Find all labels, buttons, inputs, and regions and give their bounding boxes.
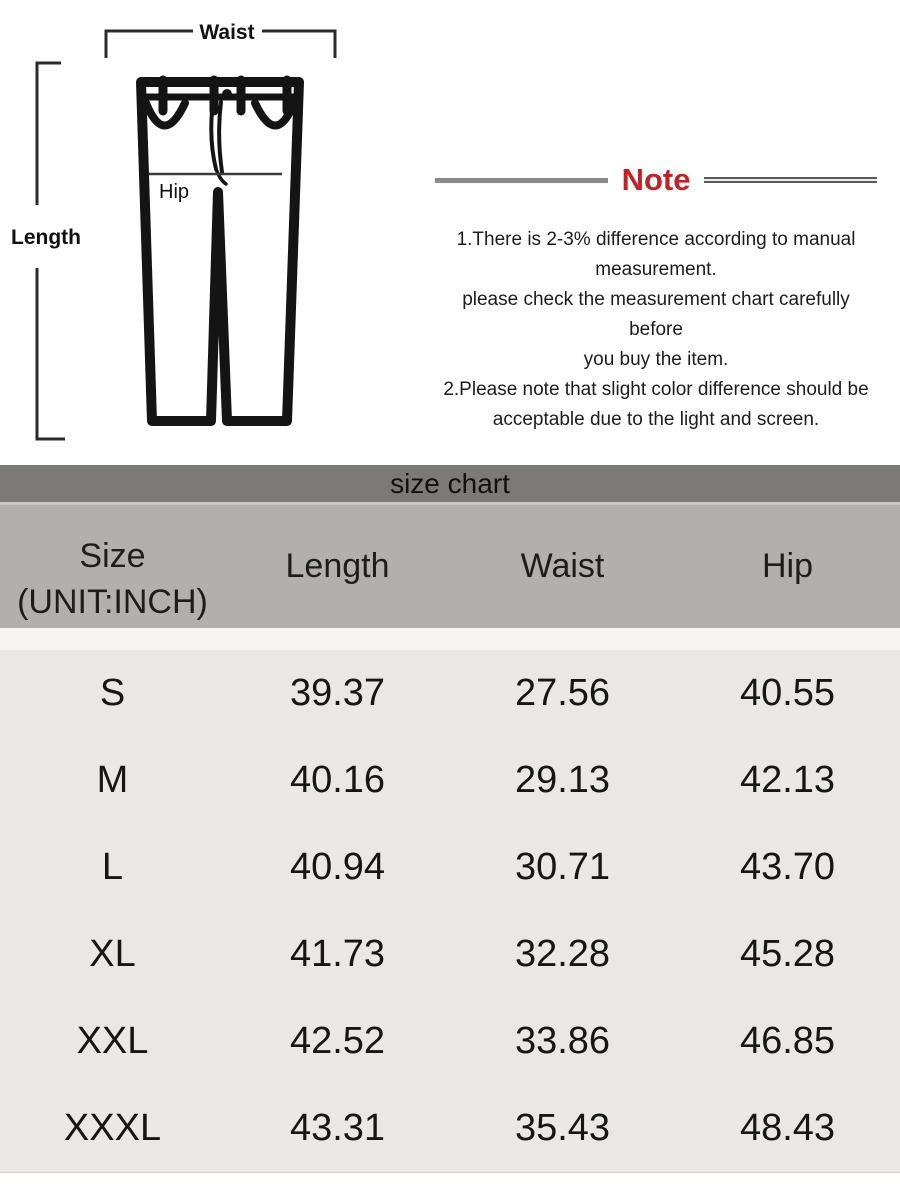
- length-bracket-bottom: [37, 268, 65, 439]
- cell-length: 43.31: [289, 1107, 386, 1149]
- table-row: [0, 1085, 900, 1172]
- header-cell-hip: Hip: [761, 547, 814, 585]
- note-body: [435, 225, 877, 435]
- size-chart-gap: [0, 628, 900, 650]
- table-row: [0, 650, 900, 737]
- cell-length: 40.16: [289, 759, 386, 801]
- waist-bracket-right: [262, 31, 335, 58]
- note-text-line: measurement.: [595, 259, 717, 280]
- table-row: [0, 998, 900, 1085]
- note-divider-left: [435, 178, 608, 183]
- table-row: [0, 737, 900, 824]
- cell-hip: 40.55: [739, 672, 836, 714]
- header-cell-size: Size (UNIT:INCH): [17, 536, 208, 621]
- length-bracket-top: [37, 63, 61, 205]
- cell-waist: 29.13: [514, 759, 611, 801]
- note-text-line: 1.There is 2-3% difference according to manual: [456, 229, 856, 250]
- cell-waist: 33.86: [514, 1020, 611, 1062]
- note-header: [435, 161, 877, 199]
- header-cell-waist: Waist: [520, 547, 605, 585]
- cell-hip: 42.13: [739, 759, 836, 801]
- cell-size: L: [101, 846, 124, 888]
- note-text-line: acceptable due to the light and screen.: [492, 409, 820, 430]
- cell-hip: 46.85: [739, 1020, 836, 1062]
- cell-length: 40.94: [289, 846, 386, 888]
- note-text-line: 2.Please note that slight color difference should be: [443, 379, 869, 400]
- cell-size: XXL: [76, 1020, 149, 1062]
- cell-waist: 27.56: [514, 672, 611, 714]
- table-row: [0, 911, 900, 998]
- size-chart-header-row: [0, 505, 900, 628]
- note-divider-right: [704, 177, 877, 183]
- cell-waist: 35.43: [514, 1107, 611, 1149]
- size-chart-title-bar: [0, 465, 900, 502]
- note-title: Note: [621, 162, 691, 197]
- note-section: [435, 161, 877, 435]
- size-chart-body: [0, 650, 900, 1173]
- cell-size: XL: [89, 933, 136, 975]
- cell-length: 41.73: [289, 933, 386, 975]
- cell-size: S: [99, 672, 126, 714]
- cell-waist: 30.71: [514, 846, 611, 888]
- waist-bracket-left: [106, 31, 193, 58]
- length-label: Length: [11, 226, 81, 249]
- size-chart-title: size chart: [390, 467, 510, 499]
- cell-length: 42.52: [289, 1020, 386, 1062]
- table-row: [0, 824, 900, 911]
- cell-waist: 32.28: [514, 933, 611, 975]
- pants-measurement-diagram: [0, 0, 360, 460]
- waist-label: Waist: [199, 21, 255, 44]
- cell-size: XXXL: [63, 1107, 162, 1149]
- cell-hip: 45.28: [739, 933, 836, 975]
- hip-label: Hip: [159, 181, 190, 203]
- note-text-line: please check the measurement chart carefully before: [462, 289, 850, 340]
- button-icon: [222, 89, 232, 99]
- cell-size: M: [96, 759, 129, 801]
- header-cell-length: Length: [285, 547, 390, 585]
- cell-hip: 48.43: [739, 1107, 836, 1149]
- cell-hip: 43.70: [739, 846, 836, 888]
- note-text-line: you buy the item.: [583, 349, 729, 370]
- cell-length: 39.37: [289, 672, 386, 714]
